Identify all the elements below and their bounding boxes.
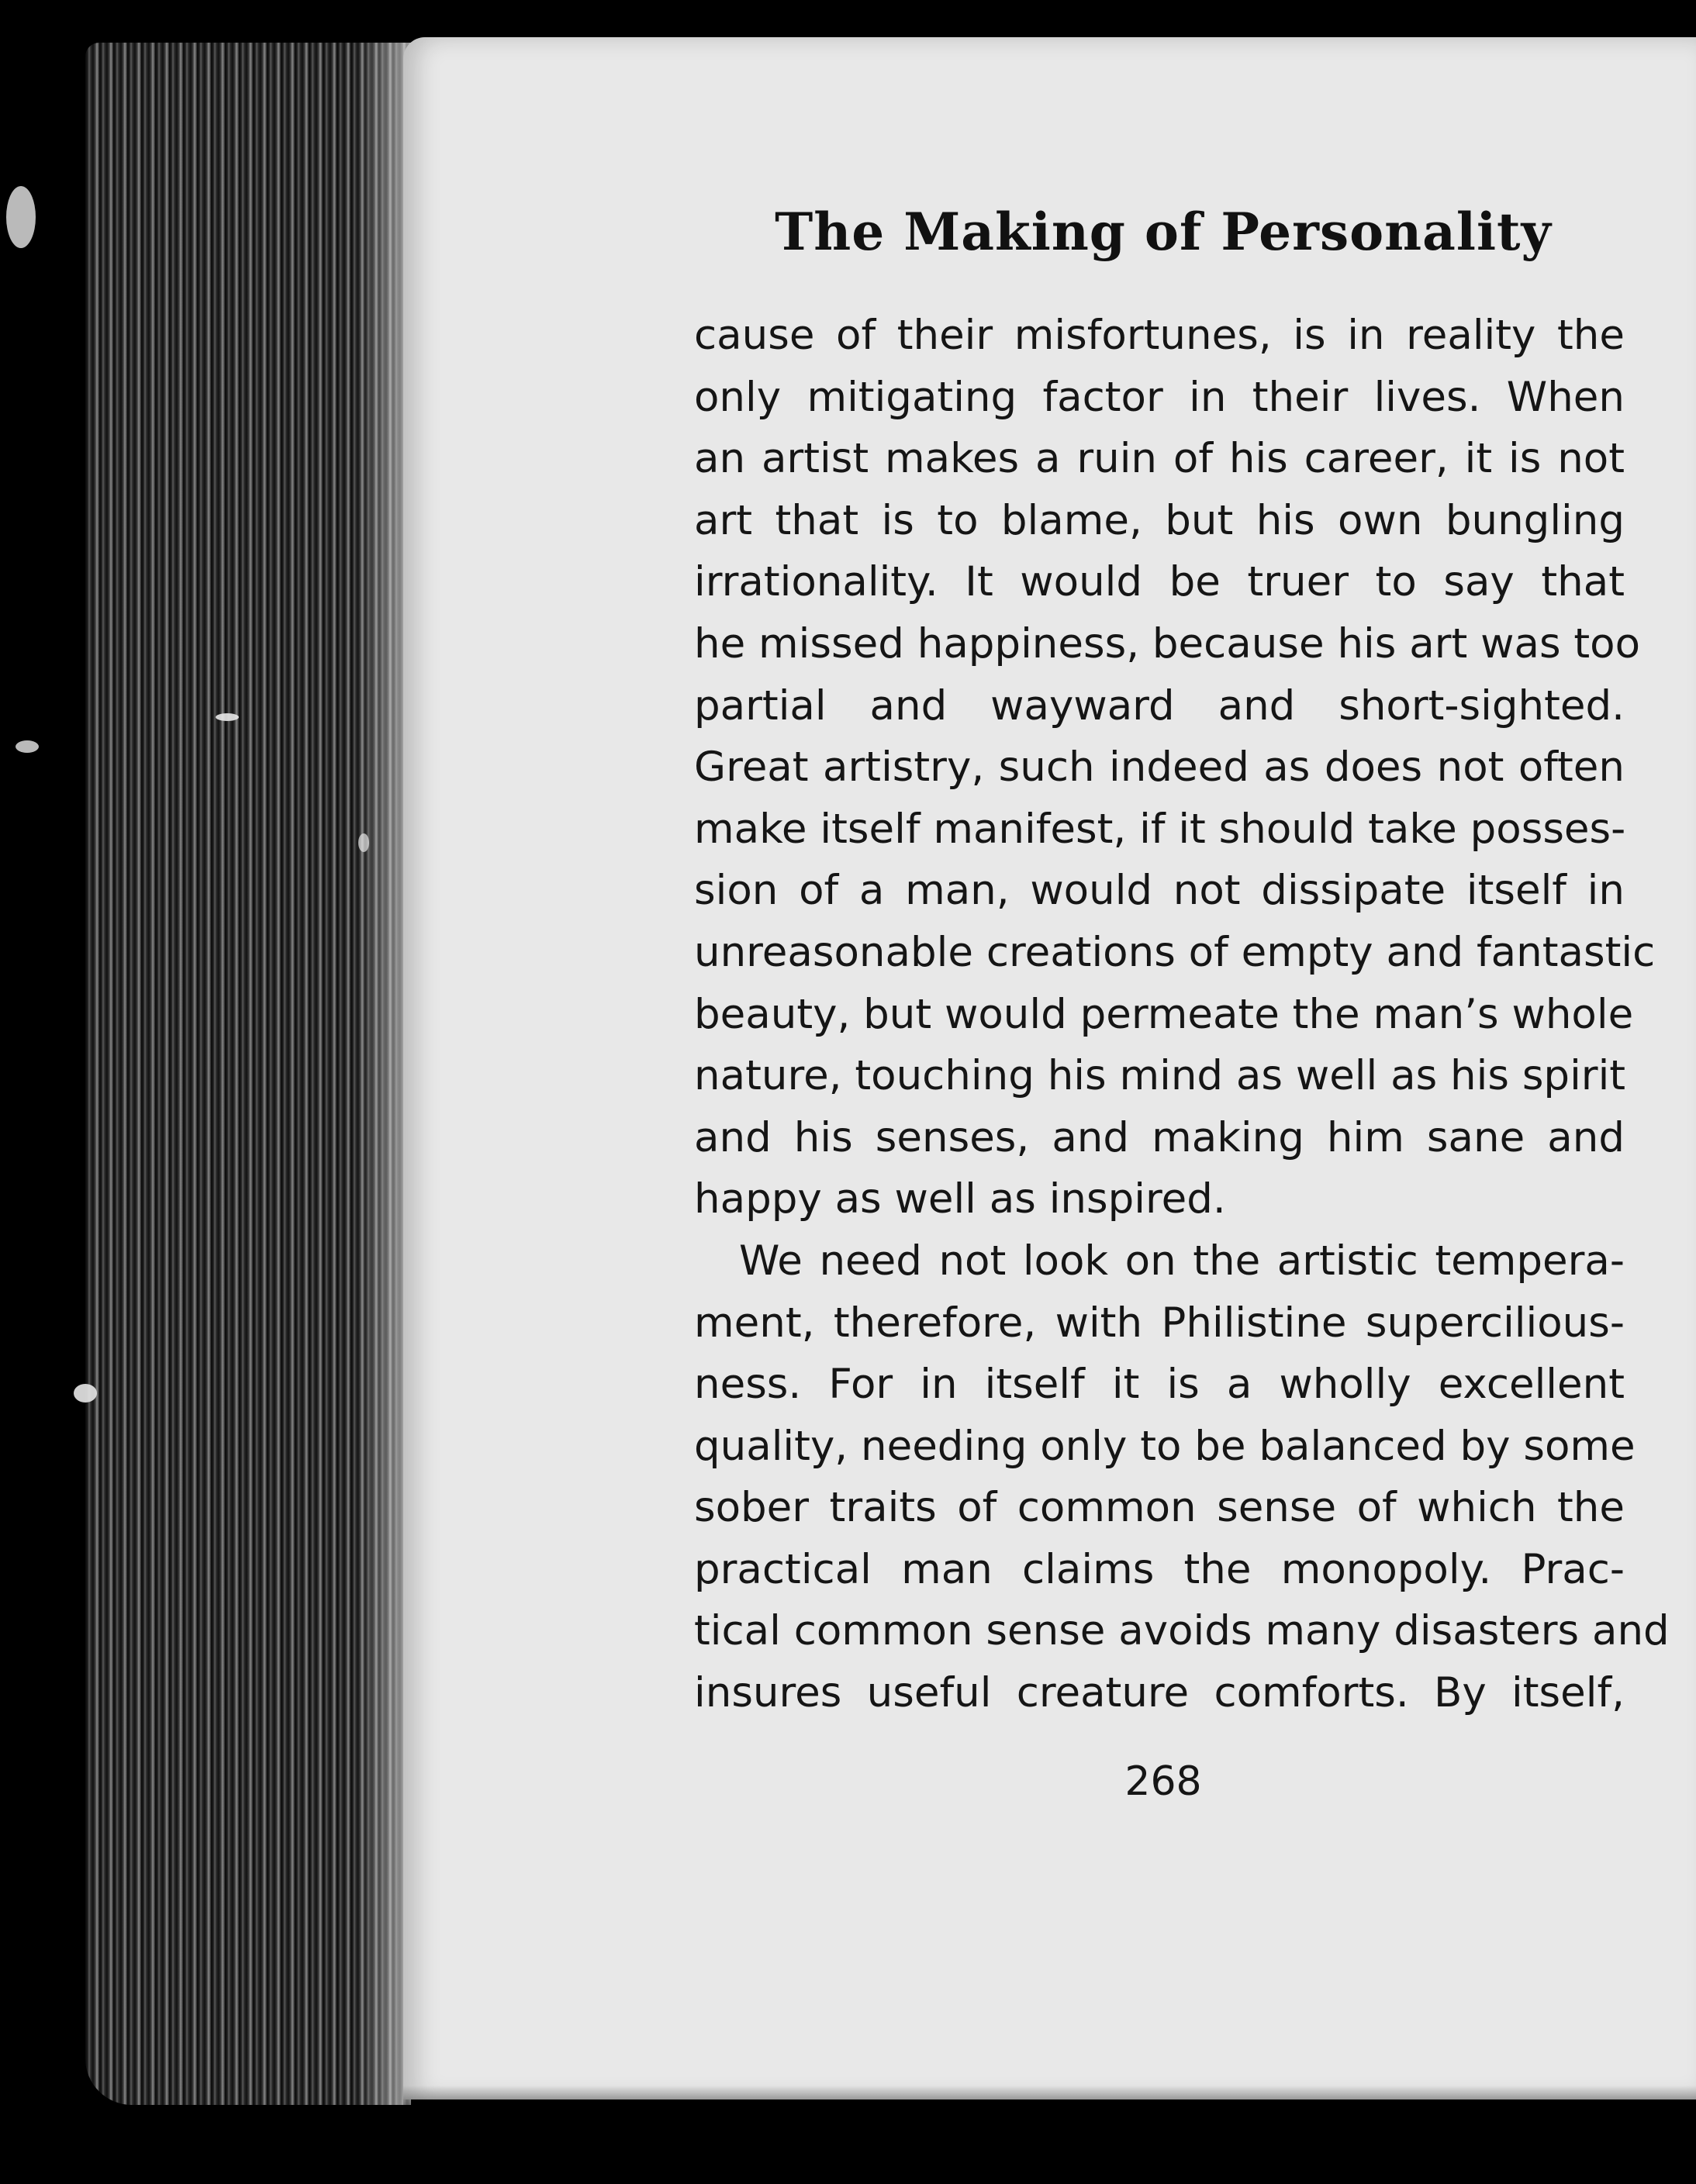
text-line: beauty, but would permeate the man’s whole bbox=[694, 990, 1634, 1038]
body-text bbox=[694, 305, 1670, 1724]
page-bottom-shadow bbox=[403, 2086, 1696, 2117]
text-line: cause of their misfortunes, is in reality the bbox=[694, 312, 1625, 359]
text-line: ness. For in itself it is a wholly excellent bbox=[694, 1361, 1625, 1409]
text-line: We need not look on the artistic tempera- bbox=[739, 1237, 1625, 1285]
text-line: insures useful creature comforts. By itself, bbox=[694, 1669, 1625, 1717]
book-page bbox=[403, 37, 1696, 2099]
text-line: art that is to blame, but his own bungling bbox=[694, 496, 1625, 544]
speck bbox=[16, 740, 39, 753]
speck bbox=[358, 833, 369, 852]
text-line: sober traits of common sense of which the bbox=[694, 1484, 1625, 1532]
paragraph-1 bbox=[694, 305, 1656, 1230]
page-edges bbox=[85, 43, 411, 2105]
text-line: ment, therefore, with Philistine supercilious- bbox=[694, 1299, 1625, 1347]
text-line: sion of a man, would not dissipate itself in bbox=[694, 867, 1625, 915]
speck bbox=[74, 1384, 97, 1403]
speck bbox=[216, 713, 239, 721]
text-line: make itself manifest, if it should take posses- bbox=[694, 805, 1626, 853]
page-number: 268 bbox=[1124, 1758, 1202, 1805]
text-line: nature, touching his mind as well as his spirit bbox=[694, 1052, 1626, 1100]
text-line: he missed happiness, because his art was too bbox=[694, 619, 1641, 668]
text-line: tical common sense avoids many disasters and bbox=[694, 1607, 1670, 1655]
text-line: practical man claims the monopoly. Prac- bbox=[694, 1545, 1625, 1593]
text-line: irrationality. It would be truer to say that bbox=[694, 558, 1625, 606]
text-line: happy as well as inspired. bbox=[694, 1175, 1226, 1223]
text-line: only mitigating factor in their lives. When bbox=[694, 373, 1625, 421]
running-head: The Making of Personality bbox=[775, 202, 1552, 262]
paragraph-2 bbox=[694, 1230, 1670, 1724]
text-line: quality, needing only to be balanced by some bbox=[694, 1422, 1636, 1470]
text-line: an artist makes a ruin of his career, it is not bbox=[694, 435, 1625, 483]
text-line: and his senses, and making him sane and bbox=[694, 1113, 1625, 1161]
text-line: partial and wayward and short-sighted. bbox=[694, 681, 1625, 730]
speck bbox=[6, 186, 36, 248]
text-line: unreasonable creations of empty and fantastic bbox=[694, 928, 1656, 976]
text-line: Great artistry, such indeed as does not often bbox=[694, 744, 1625, 792]
